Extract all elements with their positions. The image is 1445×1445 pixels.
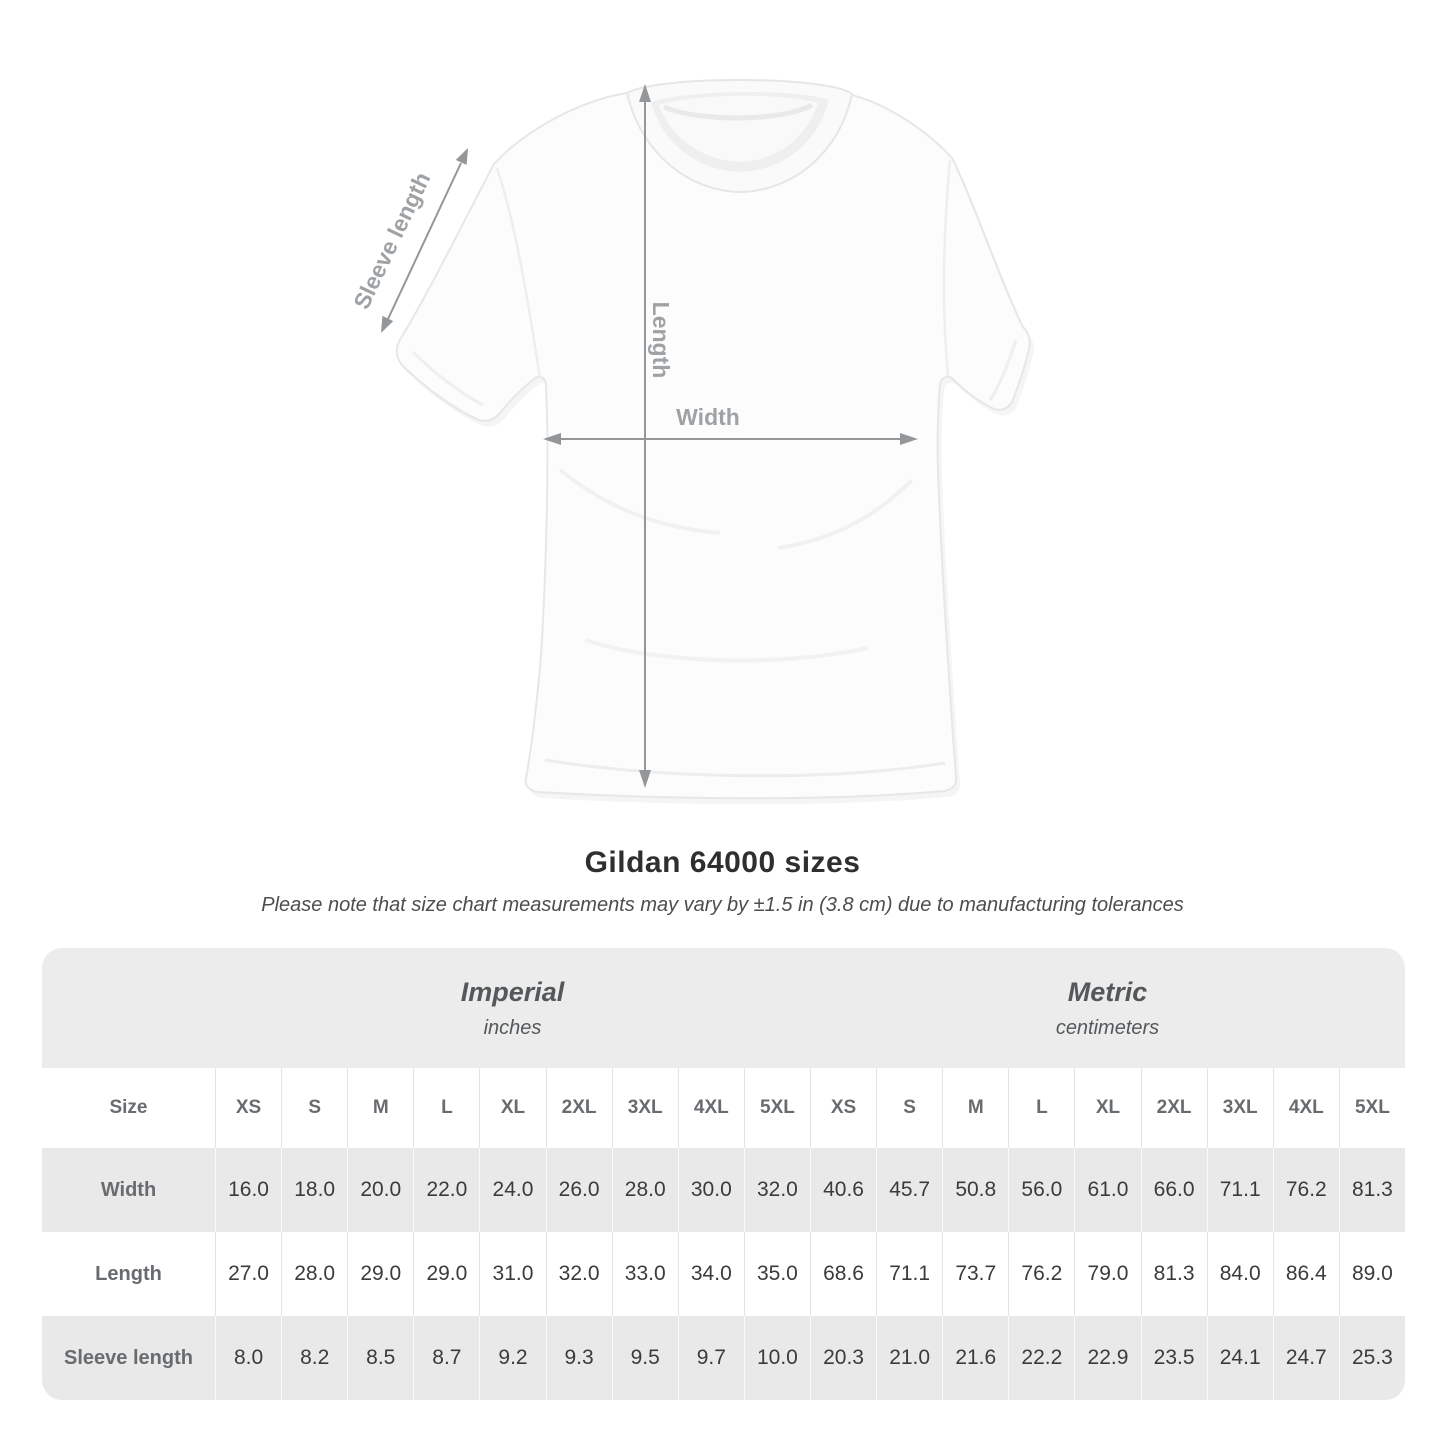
measurement-value: 71.1 [876,1232,942,1316]
measurement-value: 71.1 [1207,1148,1273,1232]
size-header-xl-metric: XL [1074,1068,1140,1148]
size-header-3xl-metric: 3XL [1207,1068,1273,1148]
measurement-value: 76.2 [1273,1148,1339,1232]
arrowhead-down-left [381,316,393,333]
measurement-value: 32.0 [546,1232,612,1316]
measurement-value: 73.7 [942,1232,1008,1316]
length-label: Length [648,301,674,379]
measurement-value: 89.0 [1339,1232,1405,1316]
size-header-s-imperial: S [281,1068,347,1148]
size-header-5xl-imperial: 5XL [744,1068,810,1148]
size-header-2xl-metric: 2XL [1141,1068,1207,1148]
sleeve-length-label: Sleeve length [348,168,436,314]
measurement-value: 25.3 [1339,1316,1405,1400]
table-row-length [42,1232,1405,1316]
size-header-4xl-imperial: 4XL [678,1068,744,1148]
measurement-value: 24.0 [479,1148,545,1232]
row-label: Width [100,1178,157,1201]
measurement-value: 21.6 [942,1316,1008,1400]
table-row-width [42,1148,1405,1232]
measurement-value: 28.0 [281,1232,347,1316]
measurement-value: 16.0 [215,1148,281,1232]
measurement-value: 28.0 [612,1148,678,1232]
measurement-value: 61.0 [1074,1148,1140,1232]
measurement-value: 24.7 [1273,1316,1339,1400]
measurement-value: 9.7 [678,1316,744,1400]
measurement-value: 56.0 [1008,1148,1074,1232]
size-column-header: Size [109,1097,148,1118]
size-header-xs-metric: XS [810,1068,876,1148]
unit-header-band [42,948,1405,1068]
measurement-value: 9.2 [479,1316,545,1400]
row-label: Length [95,1262,162,1285]
size-header-4xl-metric: 4XL [1273,1068,1339,1148]
row-label: Sleeve length [64,1346,193,1369]
size-header-5xl-metric: 5XL [1339,1068,1405,1148]
measurement-value: 18.0 [281,1148,347,1232]
metric-header [810,948,1405,1068]
measurement-value: 30.0 [678,1148,744,1232]
measurement-value: 86.4 [1273,1232,1339,1316]
measurement-value: 34.0 [678,1232,744,1316]
measurement-value: 33.0 [612,1232,678,1316]
arrowhead-up-right [456,148,468,165]
measurement-value: 50.8 [942,1148,1008,1232]
measurement-value: 22.9 [1074,1316,1140,1400]
measurement-value: 8.0 [215,1316,281,1400]
size-table [42,948,1405,1400]
measurement-value: 8.2 [281,1316,347,1400]
size-header-m-metric: M [942,1068,1008,1148]
measurement-value: 45.7 [876,1148,942,1232]
measurement-value: 29.0 [413,1232,479,1316]
metric-title: Metric [1067,976,1148,1007]
measurement-value: 26.0 [546,1148,612,1232]
size-header-3xl-imperial: 3XL [612,1068,678,1148]
size-header-xl-imperial: XL [479,1068,545,1148]
size-header-2xl-imperial: 2XL [546,1068,612,1148]
size-header-l-metric: L [1008,1068,1074,1148]
measurement-value: 76.2 [1008,1232,1074,1316]
size-header-l-imperial: L [413,1068,479,1148]
size-header-s-metric: S [876,1068,942,1148]
measurement-value: 79.0 [1074,1232,1140,1316]
size-header-xs-imperial: XS [215,1068,281,1148]
measurement-value: 10.0 [744,1316,810,1400]
measurement-value: 8.5 [347,1316,413,1400]
page-title: Gildan 64000 sizes [584,846,861,879]
measurement-value: 9.5 [612,1316,678,1400]
measurement-value: 24.1 [1207,1316,1273,1400]
measurement-value: 40.6 [810,1148,876,1232]
tshirt-body [397,83,1030,799]
measurement-value: 32.0 [744,1148,810,1232]
table-row-sleeve-length [42,1316,1405,1400]
measurement-value: 35.0 [744,1232,810,1316]
measurement-value: 22.0 [413,1148,479,1232]
tolerance-note: Please note that size chart measurements may vary by ±1.5 in (3.8 cm) due to manufacturing tolerances [261,894,1184,916]
measurement-value: 23.5 [1141,1316,1207,1400]
imperial-unit: inches [483,1016,542,1039]
measurement-value: 31.0 [479,1232,545,1316]
measurement-value: 20.0 [347,1148,413,1232]
measurement-value: 29.0 [347,1232,413,1316]
measurement-value: 81.3 [1141,1232,1207,1316]
measurement-value: 81.3 [1339,1148,1405,1232]
measurement-value: 27.0 [215,1232,281,1316]
measurement-value: 8.7 [413,1316,479,1400]
size-header-m-imperial: M [347,1068,413,1148]
measurement-value: 22.2 [1008,1316,1074,1400]
measurement-value: 21.0 [876,1316,942,1400]
measurement-value: 68.6 [810,1232,876,1316]
measurement-value: 84.0 [1207,1232,1273,1316]
band-spacer [42,948,215,1068]
width-label: Width [676,404,740,430]
imperial-header [215,948,810,1068]
metric-unit: centimeters [1055,1016,1160,1039]
measurement-value: 20.3 [810,1316,876,1400]
imperial-title: Imperial [460,976,565,1007]
measurement-value: 66.0 [1141,1148,1207,1232]
measurement-value: 9.3 [546,1316,612,1400]
size-header-row [42,1068,1405,1148]
